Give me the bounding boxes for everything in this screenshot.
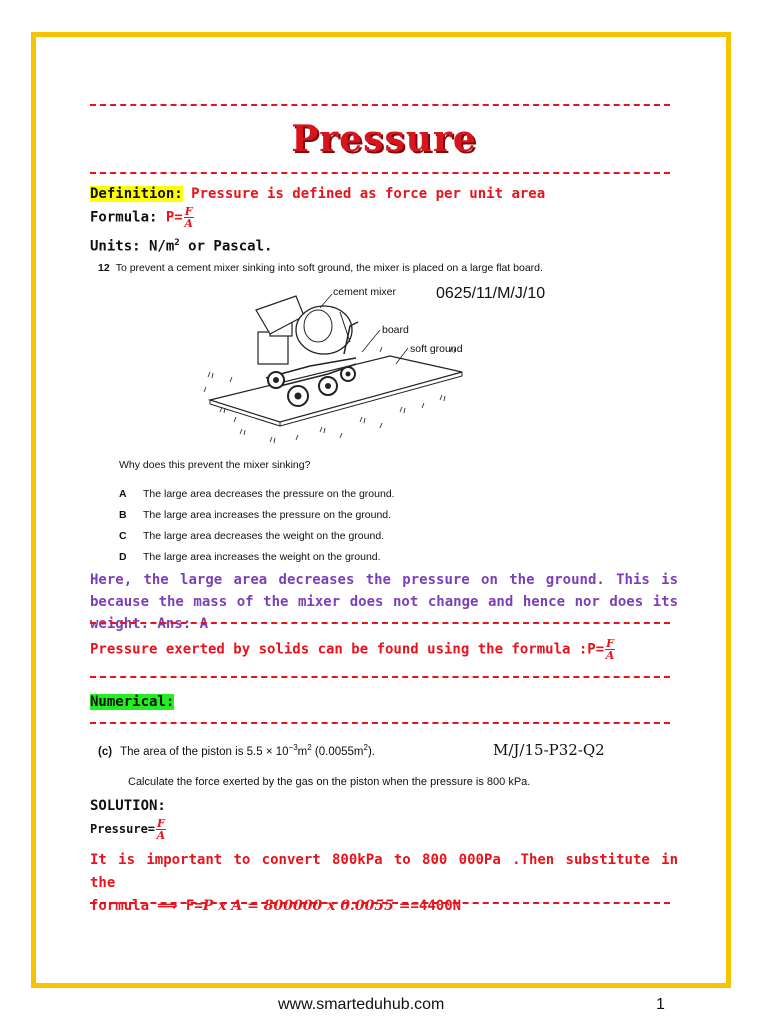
page-number: 1 [656, 996, 665, 1013]
solution-line2: formula ⟹ F=P x A = 800000 x 0.0055 ==4400N [90, 898, 462, 914]
label-board: board [382, 324, 409, 336]
solids-text: Pressure exerted by solids can be found using the formula :P= [90, 641, 605, 658]
question1-text: To prevent a cement mixer sinking into soft ground, the mixer is placed on a large flat board. [115, 262, 543, 274]
question1-prompt: Why does this prevent the mixer sinking? [119, 459, 311, 471]
question2-part: (c) [98, 745, 113, 758]
solids-fraction [605, 638, 615, 661]
question2-prompt: Calculate the force exerted by the gas on the piston when the pressure is 800 kPa. [128, 776, 531, 788]
units-line [90, 238, 272, 255]
divider [90, 676, 670, 678]
fraction-numerator: F [157, 817, 165, 830]
solution-paragraph [90, 849, 678, 918]
question1-options [119, 484, 395, 568]
numerical-line [90, 694, 174, 710]
divider [90, 622, 670, 624]
divider [90, 902, 670, 904]
cement-mixer-illustration [200, 282, 470, 452]
option-b: B The large area increases the pressure on the ground. [119, 509, 392, 521]
fraction-denominator: A [605, 649, 615, 662]
fraction-denominator: A [156, 829, 166, 842]
answer1-paragraph: Here, the large area decreases the pressure on the ground. This is because the mass of the mixer does not change and hence nor does its weight. Ans: A [90, 572, 678, 632]
units-sup: 2 [174, 238, 180, 248]
divider [90, 104, 670, 106]
option-a: A The large area decreases the pressure on the ground. [119, 488, 395, 500]
formula-label: Formula: [90, 209, 166, 226]
formula-fraction [184, 206, 194, 229]
solution-formula: Pressure= $\frac{F}{A}$ [90, 817, 166, 842]
definition-label: Definition: [90, 186, 183, 202]
label-soft-ground: soft ground [410, 343, 463, 355]
fraction-numerator: F [606, 637, 614, 650]
footer-url[interactable]: www.smarteduhub.com [278, 996, 445, 1013]
solution-fraction [156, 818, 166, 841]
formula-lhs: P= [165, 209, 183, 226]
question2-code: M/J/15-P32-Q2 [493, 741, 605, 759]
definition-text: Pressure is defined as force per unit area [182, 186, 546, 202]
definition-line [90, 186, 545, 202]
solution-line1: It is important to convert 800kPa to 800 000Pa .Then substitute in the [90, 852, 678, 891]
divider [90, 172, 670, 174]
units-suffix: or Pascal. [179, 238, 273, 255]
option-d: D The large area increases the weight on the ground. [119, 551, 381, 563]
numerical-label: Numerical: [90, 694, 175, 710]
question1-code: 0625/11/M/J/10 [436, 285, 546, 302]
solution-label: SOLUTION: [90, 798, 166, 814]
divider [90, 722, 670, 724]
fraction-numerator: F [184, 205, 193, 218]
question2-stem: (c) The area of the piston is $5.5 \times 10^{-3}m^2$ $(0.0055m^2)$. [98, 743, 375, 758]
units-prefix: Units: N/m [90, 238, 175, 255]
option-c: C The large area decreases the weight on the ground. [119, 530, 385, 542]
label-cement-mixer: cement mixer [333, 286, 397, 298]
page-title: Pressure [291, 118, 477, 160]
formula-line [90, 206, 194, 229]
solution-math: P x A = 800000 x 0.0055 = [202, 898, 411, 914]
solids-line [90, 638, 615, 661]
fraction-denominator: A [184, 217, 193, 230]
question1-number: 12 [98, 262, 110, 274]
question1-stem [98, 262, 543, 274]
